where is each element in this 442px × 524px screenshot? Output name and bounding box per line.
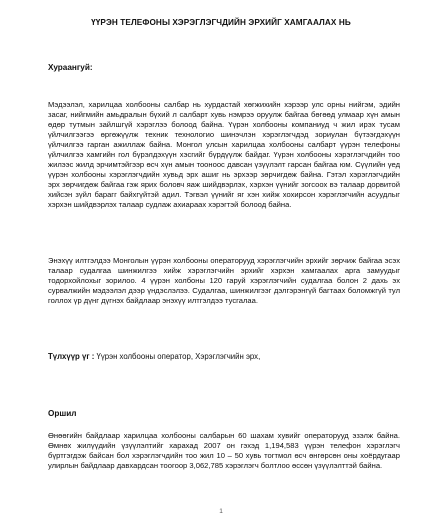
intro-heading: Оршил xyxy=(48,409,77,418)
abstract-heading: Хураангуй: xyxy=(48,63,93,72)
page-number: 1 xyxy=(219,508,223,515)
keywords-text: Үүрэн холбооны оператор, Хэрэглэгчийн эрх, xyxy=(96,352,261,361)
intro-paragraph: Өнөөгийн байдлаар харилцаа холбооны салбарын 60 шахам хувийг операторууд эзэлж байна. Өмнөх жилүүдийн үзүүлэлтийг харахад 2007 он гэхэд 1,194,583 үүрэн телефон хэрэглэгч бүртгэгдэж байсан бол хэрэглэгчдийн тоо жил 10 – 50 хувь тогтмол өсч өнгөрсөн оны хоёрдугаар улирлын байдлаар давхардсан тоогоор 3,062,785 хэрэглэгч болтлоо өссөн үзүүлэлттэй байна. xyxy=(48,431,400,470)
abstract-paragraph-1: Мэдээлэл, харилцаа холбооны салбар нь хурдастай хөгжихийн хэрээр улс орны нийгэм, эдийн засаг, нийгмийн амьдралын бүхий л салбарт хувь нэмрээ оруулж байгаа бөгөөд улмаар хүн амын өдөр тутмын зайлшгүй хэрэглээ болоод байна. Үүрэн холбооны компаниуд ч жил ирэх тусам үйлчилгээгээ өргөжүүлж техник технологио шинэчлэн хэрэглэгчдэд зориулан бүтээгдэхүүн үйлчилгээ гарган ажиллаж байна. Монгол улсын харилцаа холбооны салбарт үүрэн телефоны үйлчилгээ хамгийн гол бүрэлдэхүүн хэсгийг бүрдүүлж байдаг. Үүрэн холбооны хэрэглэгчдийн тоо жилээс жилд эрчимтэйгээр өсч хүн амын тооноос давсан үзүүлэлт гарсан байгаа юм. Сүүлийн үед үүрэн холбооны хэрэглэгчдийн хувьд эрх ашиг нь эрхээр зөрчигдөж байна. Гэтэл хэрэглэгчдийн эрх зөрчигдөж байгаа гэж ярих боловч яаж шийдвэрлэх, хэрхэн үүнийг зогсоох вэ талаар дорвитой хийсэн зүйл барагг байхгүйтэй адил. Тэгвэл үүнийг яг хэн хийж хохирсон хэрэглэгчийн асуудлыг хэрхэн шийдвэрлэх талаар судлаж ахиараах хэрэгтэй болоод байна. xyxy=(48,100,400,209)
abstract-paragraph-2: Энэхүү илтгэлдээ Монголын үүрэн холбооны операторууд хэрэглэгчийн эрхийг зөрчиж байгаа эсэх талаар судалгаа шинжилгээ хийж хэрэглэгчийн эрхийг хэрхэн хамгаалах арга замуудыг тодорхойлохыг зорилоо. 4 үүрэн холбоны 120 гаруй хэрэглэгчийн судалгаа болон 2 дахь эх сурвалжийн мэдээлэл дээр үндэслэлээ. Судалгаа, шинжилгээг дэлгэрэнгүй багтаах боломжгүй тул голлох үр дүнг дүгнэх байдлаар энэхүү илтгэлдээ тусгалаа. xyxy=(48,256,400,305)
keywords-line xyxy=(48,352,260,361)
keywords-label: Түлхүүр үг : xyxy=(48,352,95,361)
document-title: ҮҮРЭН ТЕЛЕФОНЫ ХЭРЭГЛЭГЧДИЙН ЭРХИЙГ ХАМГААЛАХ НЬ xyxy=(91,18,351,27)
